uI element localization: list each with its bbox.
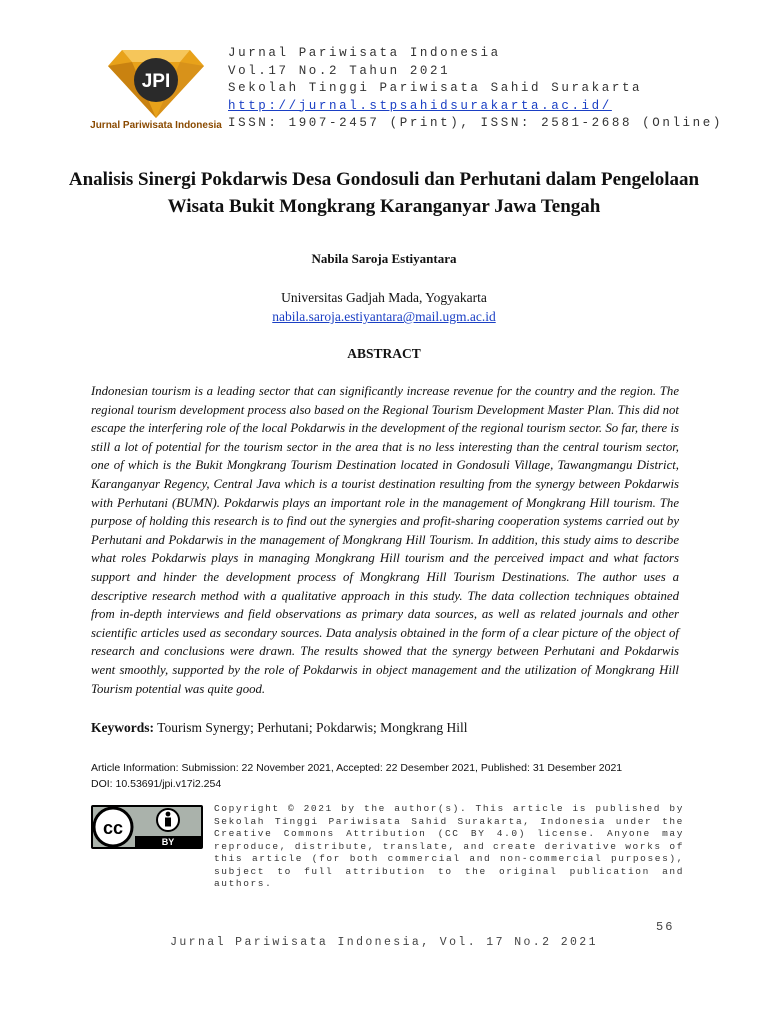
journal-logo (92, 40, 220, 136)
abstract-heading: ABSTRACT (347, 346, 421, 361)
article-title: Analisis Sinergi Pokdarwis Desa Gondosuli dan Perhutani dalam Pengelolaan Wisata Bukit Mongkrang Karanganyar Jawa Tengah (68, 169, 700, 217)
abstract-text: Indonesian tourism is a leading sector that can significantly increase revenue for the country and the region. The regional tourism development process also based on the Regional Tourism Development Master Plan. This did not escape the interfering role of the local Pokdarwis in the development of the regional tourism sector. So far, there is still a lot of potential for the tourism sector in the area that is no less interesting than the central tourism sector, one of which is the Bukit Mongkrang Tourism Destination located in Gondosuli Village, Tawangmangu District, Karanganyar Regency, Central Java which is a tourist destination resulting from the synergy between Pokdarwis with Perhutani (BUMN). Pokdarwis plays an important role in the management of Mongkrang Hill tourism. The purpose of holding this research is to find out the synergies and profit-sharing cooperation systems carried out by Perhutani and Pokdarwis in the management of Mongkrang Hill Tourism. In addition, this study aims to describe what roles Pokdarwis plays in managing Mongkrang Hill tourism and the perceived impact and what factors support and hinder the development process of Mongkrang Hill Tourism Destinations. The author uses a descriptive research method with a qualitative approach in this study. The data collection techniques obtained from in-depth interviews and field observations as primary data sources, as well as related journals and other scientific articles used as secondary sources. Data analysis obtained in the form of a clear picture of the object of research and conclusions were drawn. The results showed that the synergy between Perhutani and Pokdarwis went smoothly, supported by the role of Pokdarwis in object management and the utilization of Mongkrang Hill Tourism potential was quite good. (91, 384, 679, 696)
author-email-link[interactable]: nabila.saroja.estiyantara@mail.ugm.ac.id (272, 309, 496, 324)
journal-header (228, 45, 723, 133)
svg-text:cc: cc (102, 818, 124, 838)
logo-text: JPI (141, 71, 171, 92)
article-info: Article Information: Submission: 22 November 2021, Accepted: 22 Desember 2021, Published: 31 Desember 2021 (91, 762, 623, 774)
journal-issn: ISSN: 1907-2457 (Print), ISSN: 2581-2688 (Online) (228, 116, 723, 130)
license-text: Copyright © 2021 by the author(s). This article is published by Sekolah Tinggi Pariwisata Sahid Surakarta, Indonesia under the Creative Commons Attribution (CC BY 4.0) license. Anyone may reproduce, distribute, translate, and create derivative works of this article (for both commercial and non-commercial purposes), subject to full attribution to the original publication and authors. (214, 803, 684, 889)
journal-name: Jurnal Pariwisata Indonesia (228, 46, 501, 60)
journal-institution: Sekolah Tinggi Pariwisata Sahid Surakarta (228, 81, 643, 95)
keywords-value: Tourism Synergy; Perhutani; Pokdarwis; Mongkrang Hill (157, 720, 468, 735)
keywords-label: Keywords: (91, 720, 154, 735)
keywords-line (91, 720, 679, 736)
article-author: Nabila Saroja Estiyantara (311, 251, 457, 266)
page-number: 56 (656, 920, 675, 934)
author-affiliation-block (60, 288, 708, 326)
cc-by-icon (91, 805, 203, 849)
journal-url-link[interactable]: http://jurnal.stpsahidsurakarta.ac.id/ (228, 98, 612, 113)
logo-emblem (92, 40, 220, 136)
author-affiliation: Universitas Gadjah Mada, Yogyakarta (281, 290, 487, 305)
article-info-block (91, 760, 622, 792)
article-doi: DOI: 10.53691/jpi.v17i2.254 (91, 778, 222, 790)
logo-caption: Jurnal Pariwisata Indonesia (90, 120, 222, 131)
journal-volume: Vol.17 No.2 Tahun 2021 (228, 63, 451, 78)
page-footer: Jurnal Pariwisata Indonesia, Vol. 17 No.2 2021 (170, 936, 598, 949)
cc-badge-label: BY (161, 837, 175, 847)
cc-by-license-badge[interactable] (91, 805, 203, 849)
